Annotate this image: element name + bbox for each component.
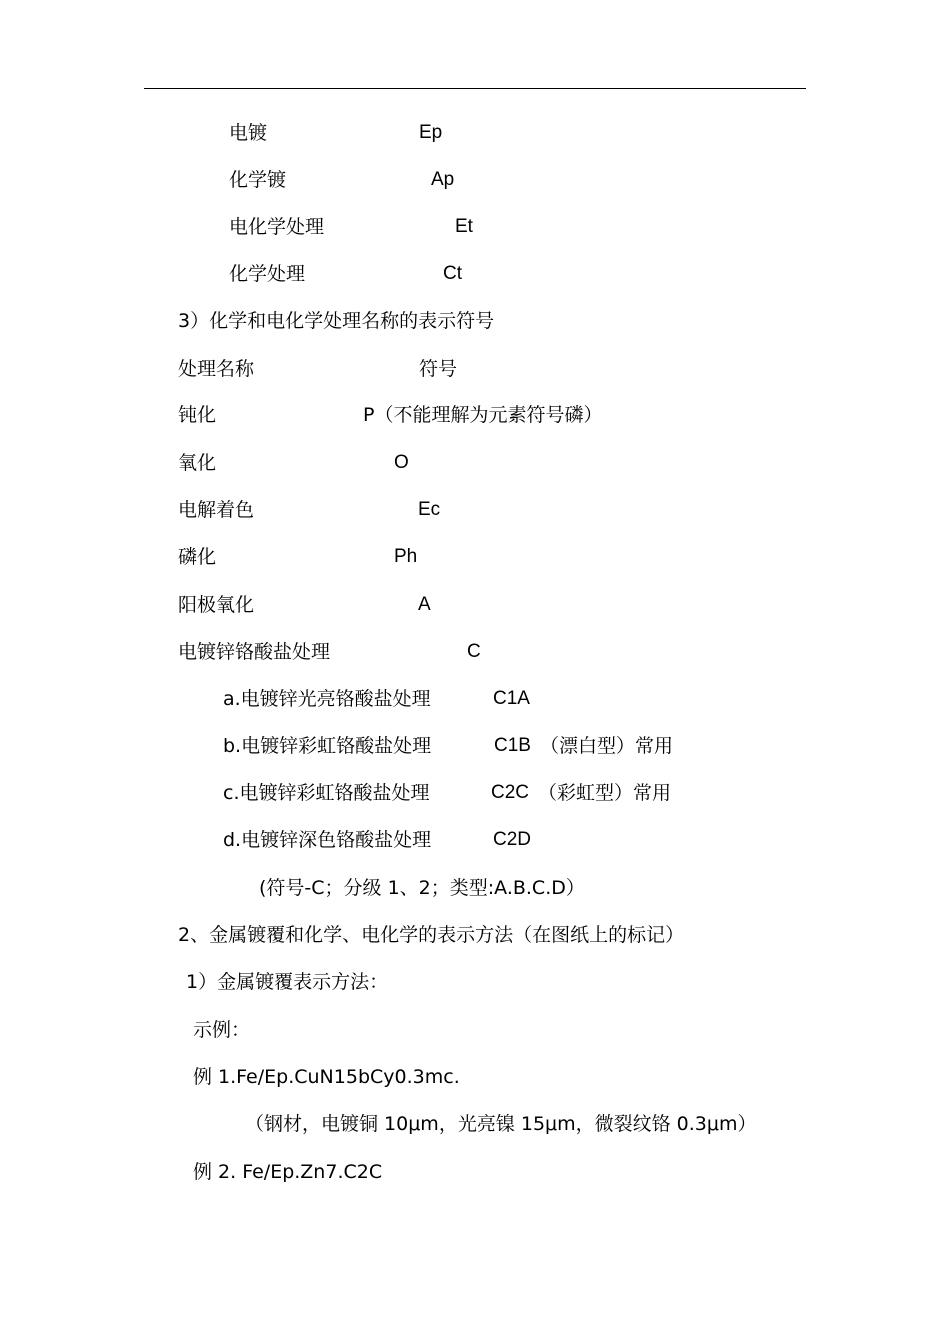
treatment-symbol-electrolytic-coloring: Ec	[418, 499, 441, 520]
chromate-subtype-d-symbol: C2D	[493, 829, 532, 850]
treatment-name-anodizing: 阳极氧化	[178, 594, 255, 616]
treatment-name-oxidation: 氧化	[178, 452, 217, 474]
example-1: 例 1.Fe/Ep.CuN15bCy0.3mc.	[193, 1066, 460, 1088]
example-1-explanation: （钢材，电镀铜 10μm，光亮镍 15μm，微裂纹铬 0.3μm）	[245, 1113, 757, 1135]
treatment-symbol-passivation: P（不能理解为元素符号磷）	[363, 404, 603, 426]
chromate-subtype-b-name: b.电镀锌彩虹铬酸盐处理	[223, 735, 432, 757]
treatment-symbol-phosphating: Ph	[394, 546, 418, 567]
subsection-1-heading: 1）金属镀覆表示方法：	[186, 971, 389, 993]
treatment-symbol-oxidation: O	[394, 452, 409, 473]
treatment-symbol-anodizing: A	[418, 594, 431, 615]
chromate-note: (符号-C；分级 1、2；类型:A.B.C.D）	[259, 877, 585, 899]
treatment-name-passivation: 钝化	[178, 404, 217, 426]
method-symbol-chemical-plating: Ap	[431, 169, 455, 190]
header-rule	[144, 88, 806, 89]
section-3-heading: 3）化学和电化学处理名称的表示符号	[178, 310, 495, 332]
method-name-chemical-plating: 化学镀	[229, 169, 287, 191]
chromate-subtype-d-name: d.电镀锌深色铬酸盐处理	[223, 829, 432, 851]
method-symbol-chemical-treatment: Ct	[443, 263, 462, 284]
chromate-subtype-c-symbol: C2C	[491, 782, 530, 803]
method-symbol-electrochemical-treatment: Et	[455, 216, 473, 237]
method-name-electroplating: 电镀	[229, 122, 268, 144]
table-header-symbol: 符号	[419, 358, 458, 380]
treatment-name-electrolytic-coloring: 电解着色	[178, 499, 255, 521]
method-name-chemical-treatment: 化学处理	[229, 263, 306, 285]
table-header-name: 处理名称	[178, 358, 255, 380]
chromate-subtype-a-name: a.电镀锌光亮铬酸盐处理	[223, 688, 431, 710]
treatment-name-zinc-chromate: 电镀锌铬酸盐处理	[178, 641, 331, 663]
example-2: 例 2. Fe/Ep.Zn7.C2C	[193, 1161, 383, 1183]
chromate-subtype-c-name: c.电镀锌彩虹铬酸盐处理	[223, 782, 430, 804]
method-name-electrochemical-treatment: 电化学处理	[229, 216, 325, 238]
example-label: 示例：	[193, 1019, 251, 1041]
chromate-subtype-a-symbol: C1A	[493, 688, 530, 709]
chromate-subtype-c-note: （彩虹型）常用	[538, 782, 672, 804]
treatment-symbol-zinc-chromate: C	[467, 641, 481, 662]
chromate-subtype-b-note: （漂白型）常用	[540, 735, 674, 757]
method-symbol-electroplating: Ep	[419, 122, 443, 143]
chromate-subtype-b-symbol: C1B	[494, 735, 531, 756]
treatment-name-phosphating: 磷化	[178, 546, 217, 568]
section-2-heading: 2、金属镀覆和化学、电化学的表示方法（在图纸上的标记）	[178, 924, 685, 946]
